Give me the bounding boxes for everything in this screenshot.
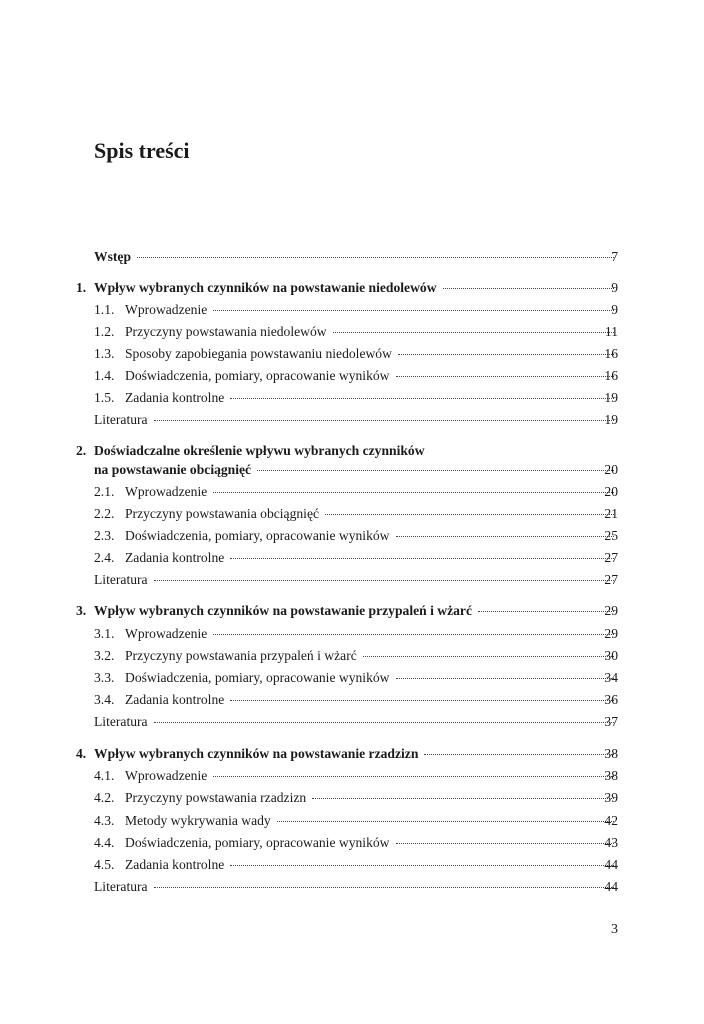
leader-dots — [230, 700, 614, 701]
chapter-title: Doświadczalne określenie wpływu wybranych czynników — [94, 443, 425, 458]
section-number: 2.3. — [94, 528, 115, 543]
toc-page-number: 37 — [604, 714, 618, 729]
section-label: Metody wykrywania wady — [125, 813, 271, 828]
toc-chapter-4[interactable] — [0, 743, 704, 765]
toc-entry[interactable] — [0, 481, 704, 503]
leader-dots — [213, 776, 614, 777]
toc-entry[interactable] — [0, 299, 704, 321]
section-number: 3.4. — [94, 692, 115, 707]
toc-chapter-2-continued[interactable] — [0, 459, 704, 481]
toc-entry[interactable] — [0, 689, 704, 711]
section-label: Literatura — [94, 714, 148, 729]
section-number: 2.1. — [94, 484, 115, 499]
section-label: Wprowadzenie — [125, 768, 208, 783]
leader-dots — [398, 354, 614, 355]
toc-page-number: 9 — [611, 302, 618, 317]
leader-dots — [213, 634, 614, 635]
toc-entry[interactable] — [0, 387, 704, 409]
toc-page-number: 20 — [604, 484, 618, 499]
toc-entry[interactable] — [0, 623, 704, 645]
section-label: Wprowadzenie — [125, 484, 208, 499]
toc-entry[interactable] — [0, 547, 704, 569]
toc-entry[interactable] — [0, 321, 704, 343]
section-label: Zadania kontrolne — [125, 857, 225, 872]
chapter-title-continued: na powstawanie obciągnięć — [94, 462, 252, 477]
section-label: Przyczyny powstawania rzadzizn — [125, 790, 307, 805]
section-label: Doświadczenia, pomiary, opracowanie wyników — [125, 670, 390, 685]
toc-page-number: 44 — [604, 879, 618, 894]
section-label: Literatura — [94, 879, 148, 894]
page-title: Spis treści — [94, 138, 190, 163]
section-label: Sposoby zapobiegania powstawaniu niedolewów — [125, 346, 392, 361]
toc-page-number: 38 — [604, 746, 618, 761]
section-label: Wprowadzenie — [125, 626, 208, 641]
toc-entry[interactable] — [0, 667, 704, 689]
chapter-number: 4. — [76, 746, 87, 761]
page-number-footer: 3 — [611, 922, 618, 937]
toc-page-number: 27 — [604, 572, 618, 587]
section-label: Doświadczenia, pomiary, opracowanie wyników — [125, 368, 390, 383]
toc-page-number: 25 — [604, 528, 618, 543]
toc-page-number: 29 — [604, 603, 618, 618]
toc-entry[interactable] — [0, 343, 704, 365]
section-number: 4.3. — [94, 813, 115, 828]
leader-dots — [396, 376, 615, 377]
section-label: Przyczyny powstawania przypaleń i wżarć — [125, 648, 357, 663]
toc-page-number: 42 — [604, 813, 618, 828]
chapter-title: Wpływ wybranych czynników na powstawanie przypaleń i wżarć — [94, 603, 472, 618]
toc-page-number: 11 — [604, 324, 618, 339]
toc-entry[interactable] — [0, 765, 704, 787]
section-number: 3.2. — [94, 648, 115, 663]
section-number: 2.4. — [94, 550, 115, 565]
section-label: Przyczyny powstawania obciągnięć — [125, 506, 320, 521]
leader-dots — [478, 611, 614, 612]
leader-dots — [257, 470, 614, 471]
toc-page-number: 20 — [604, 462, 618, 477]
toc-page-number: 19 — [604, 390, 618, 405]
leader-dots — [230, 398, 614, 399]
toc-entry-literature[interactable] — [0, 409, 704, 431]
section-label: Literatura — [94, 412, 148, 427]
toc-entry[interactable] — [0, 365, 704, 387]
section-label: Zadania kontrolne — [125, 692, 225, 707]
toc-entry-literature[interactable] — [0, 569, 704, 591]
leader-dots — [363, 656, 614, 657]
leader-dots — [443, 288, 614, 289]
leader-dots — [137, 257, 614, 258]
leader-dots — [230, 558, 614, 559]
section-number: 1.3. — [94, 346, 115, 361]
chapter-number: 3. — [76, 603, 87, 618]
toc-page-number: 43 — [604, 835, 618, 850]
toc-page-number: 27 — [604, 550, 618, 565]
toc-page-number: 19 — [604, 412, 618, 427]
leader-dots — [396, 843, 615, 844]
leader-dots — [230, 865, 614, 866]
chapter-number: 1. — [76, 280, 87, 295]
chapter-title: Wpływ wybranych czynników na powstawanie niedolewów — [94, 280, 437, 295]
toc-chapter-3[interactable] — [0, 600, 704, 622]
toc-entry-intro[interactable] — [0, 246, 704, 268]
toc-entry-literature[interactable] — [0, 711, 704, 733]
section-number: 4.5. — [94, 857, 115, 872]
leader-dots — [396, 678, 615, 679]
toc-page-number: 30 — [604, 648, 618, 663]
toc-entry[interactable] — [0, 832, 704, 854]
toc-page-number: 7 — [611, 249, 618, 264]
section-number: 2.2. — [94, 506, 115, 521]
section-number: 4.4. — [94, 835, 115, 850]
section-label: Literatura — [94, 572, 148, 587]
chapter-title: Wpływ wybranych czynników na powstawanie rzadzizn — [94, 746, 419, 761]
section-number: 1.4. — [94, 368, 115, 383]
section-number: 4.2. — [94, 790, 115, 805]
leader-dots — [154, 887, 614, 888]
toc-entry-literature[interactable] — [0, 876, 704, 898]
toc-page-number: 34 — [604, 670, 618, 685]
toc-entry[interactable] — [0, 854, 704, 876]
toc-page-number: 29 — [604, 626, 618, 641]
section-label: Zadania kontrolne — [125, 550, 225, 565]
leader-dots — [333, 332, 614, 333]
section-number: 1.5. — [94, 390, 115, 405]
section-label: Przyczyny powstawania niedolewów — [125, 324, 327, 339]
leader-dots — [213, 310, 614, 311]
toc-page-number: 36 — [604, 692, 618, 707]
toc-chapter-1[interactable] — [0, 277, 704, 299]
section-label: Zadania kontrolne — [125, 390, 225, 405]
leader-dots — [312, 798, 614, 799]
toc-page-number: 21 — [604, 506, 618, 521]
toc-page-number: 16 — [604, 346, 618, 361]
toc-page-number: 16 — [604, 368, 618, 383]
toc-page-number: 44 — [604, 857, 618, 872]
leader-dots — [424, 754, 614, 755]
leader-dots — [213, 492, 614, 493]
leader-dots — [154, 420, 614, 421]
leader-dots — [154, 722, 614, 723]
section-number: 3.1. — [94, 626, 115, 641]
toc-entry[interactable] — [0, 525, 704, 547]
section-number: 4.1. — [94, 768, 115, 783]
section-number: 1.1. — [94, 302, 115, 317]
leader-dots — [396, 536, 615, 537]
toc-page-number: 9 — [611, 280, 618, 295]
toc-page-number: 38 — [604, 768, 618, 783]
toc-entry[interactable] — [0, 645, 704, 667]
section-label: Doświadczenia, pomiary, opracowanie wyników — [125, 835, 390, 850]
section-number: 1.2. — [94, 324, 115, 339]
chapter-number: 2. — [76, 443, 87, 458]
leader-dots — [277, 821, 614, 822]
leader-dots — [325, 514, 614, 515]
toc-entry[interactable] — [0, 787, 704, 809]
section-number: 3.3. — [94, 670, 115, 685]
leader-dots — [154, 580, 614, 581]
toc-entry[interactable] — [0, 503, 704, 525]
toc-entry[interactable] — [0, 810, 704, 832]
toc-entry-label: Wstęp — [94, 249, 132, 264]
section-label: Doświadczenia, pomiary, opracowanie wyników — [125, 528, 390, 543]
section-label: Wprowadzenie — [125, 302, 208, 317]
toc-page-number: 39 — [604, 790, 618, 805]
